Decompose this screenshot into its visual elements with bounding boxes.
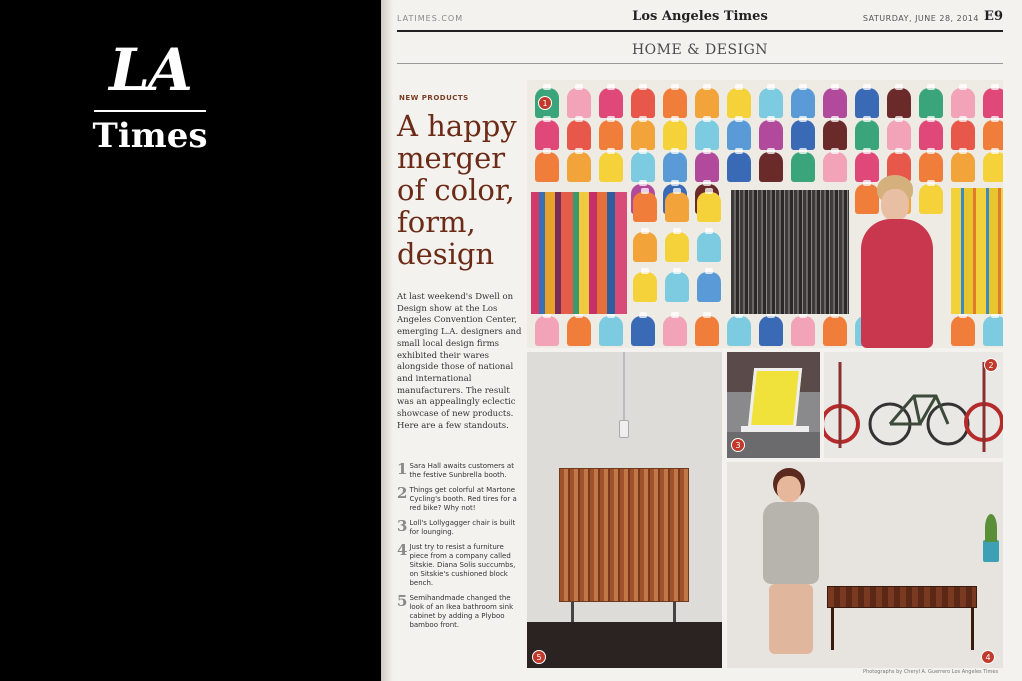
caption-item — [397, 519, 522, 537]
thread-spool — [535, 120, 559, 150]
photo-semihandmade-cabinet — [527, 352, 722, 668]
issue-date: SATURDAY, JUNE 28, 2014 — [862, 14, 979, 23]
thread-spool — [567, 88, 591, 118]
thread-spool — [697, 272, 721, 302]
site-url: LATIMES.COM — [397, 14, 464, 23]
photo-sitskie-bench — [727, 462, 1003, 668]
caption-item — [397, 594, 522, 630]
thread-spool — [759, 316, 783, 346]
yellow-chair — [748, 368, 802, 428]
thread-spool — [631, 316, 655, 346]
caption-number: 4 — [397, 541, 408, 559]
person-sara-hall — [853, 175, 945, 348]
bamboo-cabinet — [559, 468, 689, 602]
person-diana-solis — [763, 468, 833, 658]
thread-spool — [599, 88, 623, 118]
thread-spool — [727, 316, 751, 346]
thread-spool — [727, 152, 751, 182]
thread-spool — [791, 316, 815, 346]
thread-spool — [663, 120, 687, 150]
caption-number: 1 — [397, 460, 408, 478]
caption-text: Things get colorful at Martone Cycling's booth. Red tires for a red bike? Why not! — [409, 486, 517, 512]
thread-spool — [727, 120, 751, 150]
thread-spool — [919, 88, 943, 118]
thread-spool — [599, 120, 623, 150]
caption-number: 3 — [397, 517, 408, 535]
thread-spool — [633, 192, 657, 222]
thread-spool — [567, 316, 591, 346]
page-edge-shadow — [381, 0, 393, 681]
photo-badge-1: 1 — [538, 96, 552, 110]
thread-spool — [791, 152, 815, 182]
thread-spool — [983, 88, 1003, 118]
thread-spool — [983, 152, 1003, 182]
thread-spool — [631, 120, 655, 150]
thread-spool — [695, 152, 719, 182]
thread-spool — [663, 152, 687, 182]
thread-spool — [791, 120, 815, 150]
thread-spool — [951, 88, 975, 118]
thread-spool — [697, 192, 721, 222]
caption-item — [397, 543, 522, 588]
thread-spool — [727, 88, 751, 118]
newspaper-name: Los Angeles Times — [632, 9, 768, 24]
thread-spool — [823, 316, 847, 346]
thread-spool — [599, 316, 623, 346]
thread-spool — [633, 272, 657, 302]
thread-spool — [599, 152, 623, 182]
caption-item — [397, 486, 522, 513]
caption-number: 5 — [397, 592, 408, 610]
thread-spool — [631, 88, 655, 118]
logo-times-text: Times — [92, 116, 208, 156]
potted-plant — [983, 540, 999, 562]
thread-spool — [887, 120, 911, 150]
thread-spool — [887, 88, 911, 118]
thread-spool — [759, 88, 783, 118]
photo-credit: Photographs by Cheryl A. Guerrero Los Angeles Times — [863, 669, 999, 675]
thread-spool — [823, 120, 847, 150]
photo-martone-bikes — [824, 352, 1003, 458]
striped-rug-left — [531, 192, 627, 314]
photo-badge-5: 5 — [532, 650, 546, 664]
thread-spool — [567, 152, 591, 182]
photo-lollygagger-chair — [727, 352, 820, 458]
bicycles-graphic — [824, 352, 1003, 458]
thread-spool — [823, 152, 847, 182]
thread-spool — [983, 316, 1003, 346]
thread-spool — [695, 120, 719, 150]
photo-sunbrella-booth — [527, 80, 1003, 348]
logo-divider — [94, 110, 206, 112]
thread-spool — [697, 232, 721, 262]
thread-spool — [631, 152, 655, 182]
thread-spool — [695, 88, 719, 118]
thread-spool — [855, 120, 879, 150]
article-headline: A happy merger of color, form, design — [397, 109, 517, 271]
thread-spool — [983, 120, 1003, 150]
thread-spool — [759, 120, 783, 150]
section-header — [397, 36, 1003, 64]
article-kicker: NEW PRODUCTS — [399, 94, 469, 102]
thread-spool — [791, 88, 815, 118]
thread-spool — [663, 316, 687, 346]
thread-spool — [919, 120, 943, 150]
caption-text: Sara Hall awaits customers at the festive Sunbrella booth. — [409, 462, 514, 479]
logo-la-text: LA — [109, 36, 191, 104]
caption-text: Just try to resist a furniture piece from a company called Sitskie. Diana Solis succumbs, on Sitskie's cushioned block bench. — [409, 543, 516, 587]
thread-spool — [535, 316, 559, 346]
thread-spool — [535, 152, 559, 182]
striped-rug-right — [951, 188, 1003, 314]
la-times-logo — [90, 36, 210, 156]
striped-rug-center — [731, 190, 849, 314]
newspaper-page — [381, 0, 1022, 681]
thread-spool — [665, 232, 689, 262]
page-masthead — [397, 8, 1003, 32]
thread-spool — [663, 88, 687, 118]
thread-spool — [823, 88, 847, 118]
photo-badge-4: 4 — [981, 650, 995, 664]
article-body: At last weekend's Dwell on Design show at the Los Angeles Convention Center, emerging L.A. designers and small local design firms exhibited their wares alongside those of national and international manufacturers. The result was an appealingly eclectic showcase of new products. Here are a few standouts. — [397, 292, 522, 431]
photo-badge-2: 2 — [984, 358, 998, 372]
caption-item — [397, 462, 522, 480]
caption-text: Loll's Lollygagger chair is built for lounging. — [409, 519, 516, 536]
page-number: E9 — [984, 9, 1003, 24]
thread-spool — [759, 152, 783, 182]
caption-text: Semihandmade changed the look of an Ikea bathroom sink cabinet by adding a Plyboo bamboo front. — [409, 594, 514, 629]
section-title: HOME & DESIGN — [631, 42, 769, 58]
thread-spool — [951, 120, 975, 150]
caption-number: 2 — [397, 484, 408, 502]
thread-spool — [567, 120, 591, 150]
block-bench — [827, 586, 977, 608]
thread-spool — [855, 88, 879, 118]
thread-spool — [951, 152, 975, 182]
thread-spool — [633, 232, 657, 262]
thread-spool — [665, 192, 689, 222]
photo-captions — [397, 462, 522, 636]
photo-badge-3: 3 — [731, 438, 745, 452]
thread-spool — [951, 316, 975, 346]
thread-spool — [695, 316, 719, 346]
thread-spool — [665, 272, 689, 302]
